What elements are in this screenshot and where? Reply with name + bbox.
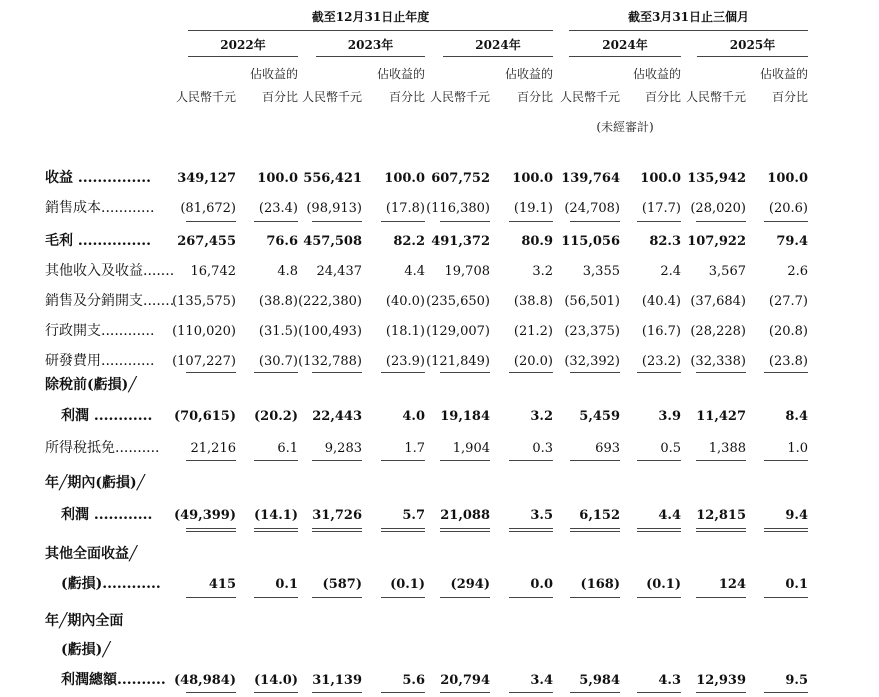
- cell-rule: [764, 528, 808, 529]
- table-cell: 9.4: [785, 508, 808, 523]
- column-pct-header-line1: 佔收益的: [249, 67, 298, 81]
- table-cell: 3.4: [530, 673, 553, 688]
- table-cell: 267,455: [177, 234, 236, 249]
- table-cell: 2.4: [660, 264, 681, 279]
- row-label: 其他收入及收益.......: [45, 263, 175, 279]
- table-cell: 0.5: [660, 441, 681, 456]
- cell-rule-double: [637, 531, 681, 532]
- table-cell: (37,684): [690, 294, 746, 309]
- cell-rule-double: [254, 531, 298, 532]
- table-cell: 3,567: [708, 264, 746, 279]
- table-cell: 20,794: [440, 673, 490, 688]
- column-pct-header-line2: 百分比: [516, 90, 553, 104]
- column-pct-header-line2: 百分比: [644, 90, 681, 104]
- cell-rule: [440, 460, 490, 461]
- table-cell: 80.9: [521, 234, 553, 249]
- cell-rule: [764, 372, 808, 373]
- row-label: 銷售成本............: [45, 200, 155, 216]
- table-cell: 4.3: [658, 673, 681, 688]
- cell-rule: [637, 528, 681, 529]
- table-cell: (168): [580, 577, 620, 592]
- cell-rule: [440, 528, 490, 529]
- cell-rule: [570, 460, 620, 461]
- table-cell: (31.5): [258, 324, 298, 339]
- table-cell: (135,575): [172, 294, 236, 309]
- table-cell: (107,227): [172, 354, 236, 369]
- period-rule-4: [697, 56, 808, 57]
- table-cell: 457,508: [303, 234, 362, 249]
- row-label: 年╱期內全面: [45, 613, 124, 629]
- cell-rule: [764, 460, 808, 461]
- cell-rule: [696, 221, 746, 222]
- table-cell: 12,939: [696, 673, 746, 688]
- table-cell: (98,913): [306, 201, 362, 216]
- period-rule-1: [316, 56, 425, 57]
- table-cell: 82.3: [649, 234, 681, 249]
- table-cell: (23.4): [258, 201, 298, 216]
- row-label: 毛利 ...............: [45, 233, 151, 249]
- table-cell: 11,427: [696, 409, 746, 424]
- period-rule-3: [569, 56, 681, 57]
- cell-rule: [186, 528, 236, 529]
- table-cell: 3,355: [582, 264, 620, 279]
- table-cell: 82.2: [393, 234, 425, 249]
- row-label: 年╱期內(虧損)╱: [45, 475, 146, 491]
- table-cell: 8.4: [785, 409, 808, 424]
- table-cell: 556,421: [303, 171, 362, 186]
- cell-rule: [637, 692, 681, 693]
- column-amount-header: 人民幣千元: [176, 90, 237, 104]
- table-cell: 2.6: [787, 264, 808, 279]
- table-cell: 6.1: [277, 441, 298, 456]
- table-cell: 31,726: [312, 508, 362, 523]
- table-cell: (21.2): [513, 324, 553, 339]
- table-cell: (294): [450, 577, 490, 592]
- table-cell: 1,388: [708, 441, 746, 456]
- row-label: 利潤 ............: [61, 408, 153, 424]
- table-cell: 3.2: [530, 409, 553, 424]
- cell-rule: [312, 692, 362, 693]
- period-header-3: 2024年: [602, 38, 648, 52]
- cell-rule: [381, 597, 425, 598]
- column-amount-header: 人民幣千元: [560, 90, 621, 104]
- cell-rule: [509, 692, 553, 693]
- table-cell: 5.6: [402, 673, 425, 688]
- table-cell: (222,380): [298, 294, 362, 309]
- table-cell: 4.0: [402, 409, 425, 424]
- header-group-quarter-rule: [569, 30, 808, 31]
- table-cell: 9,283: [324, 441, 362, 456]
- cell-rule: [696, 372, 746, 373]
- table-cell: 0.1: [275, 577, 298, 592]
- table-cell: (40.0): [385, 294, 425, 309]
- cell-rule: [696, 528, 746, 529]
- row-label: 研發費用............: [45, 353, 155, 369]
- cell-rule: [570, 692, 620, 693]
- table-cell: (121,849): [426, 354, 490, 369]
- table-cell: 4.4: [404, 264, 425, 279]
- table-cell: 100.0: [767, 171, 808, 186]
- table-cell: (0.1): [390, 577, 425, 592]
- table-cell: (20.2): [254, 409, 298, 424]
- row-label: 所得稅抵免..........: [45, 440, 160, 456]
- cell-rule-double: [381, 531, 425, 532]
- column-pct-header-line1: 佔收益的: [759, 67, 808, 81]
- table-cell: (100,493): [298, 324, 362, 339]
- cell-rule: [637, 597, 681, 598]
- table-cell: 0.0: [530, 577, 553, 592]
- cell-rule: [637, 372, 681, 373]
- cell-rule: [186, 460, 236, 461]
- row-label: 除稅前(虧損)╱: [45, 377, 137, 393]
- table-cell: (28,020): [690, 201, 746, 216]
- cell-rule: [440, 372, 490, 373]
- table-cell: 9.5: [785, 673, 808, 688]
- table-cell: (18.1): [385, 324, 425, 339]
- cell-rule: [509, 221, 553, 222]
- table-cell: 1.0: [787, 441, 808, 456]
- row-label: 利潤 ............: [61, 507, 153, 523]
- table-cell: (17.8): [385, 201, 425, 216]
- table-cell: 21,216: [190, 441, 236, 456]
- table-cell: 139,764: [561, 171, 620, 186]
- table-cell: 124: [718, 577, 746, 592]
- table-cell: 100.0: [512, 171, 553, 186]
- table-cell: 76.6: [266, 234, 298, 249]
- table-cell: (40.4): [641, 294, 681, 309]
- table-cell: 19,708: [444, 264, 490, 279]
- table-cell: (587): [322, 577, 362, 592]
- table-cell: (23.9): [385, 354, 425, 369]
- table-cell: (235,650): [426, 294, 490, 309]
- row-label: 收益 ...............: [45, 170, 151, 186]
- header-group-quarter: 截至3月31日止三個月: [627, 10, 750, 24]
- table-cell: (132,788): [298, 354, 362, 369]
- table-cell: 5.7: [402, 508, 425, 523]
- table-cell: (49,399): [173, 508, 236, 523]
- cell-rule: [254, 528, 298, 529]
- column-amount-header: 人民幣千元: [430, 90, 491, 104]
- table-cell: (48,984): [173, 673, 236, 688]
- row-label: (虧損)............: [61, 576, 161, 592]
- cell-rule: [637, 460, 681, 461]
- row-label: 銷售及分銷開支.......: [45, 293, 175, 309]
- table-cell: (20.8): [768, 324, 808, 339]
- cell-rule-double: [764, 531, 808, 532]
- cell-rule: [312, 528, 362, 529]
- table-cell: 693: [595, 441, 620, 456]
- table-cell: (24,708): [564, 201, 620, 216]
- table-cell: (0.1): [646, 577, 681, 592]
- table-cell: (38.8): [258, 294, 298, 309]
- table-cell: (14.0): [254, 673, 298, 688]
- cell-rule: [440, 597, 490, 598]
- cell-rule: [381, 221, 425, 222]
- table-cell: 135,942: [687, 171, 746, 186]
- cell-rule: [381, 460, 425, 461]
- table-cell: 607,752: [431, 171, 490, 186]
- cell-rule: [254, 460, 298, 461]
- cell-rule: [570, 597, 620, 598]
- period-rule-0: [188, 56, 298, 57]
- table-cell: (28,228): [690, 324, 746, 339]
- table-cell: 1,904: [452, 441, 490, 456]
- period-header-1: 2023年: [347, 38, 394, 52]
- cell-rule-double: [186, 531, 236, 532]
- table-cell: 1.7: [404, 441, 425, 456]
- table-cell: (32,392): [564, 354, 620, 369]
- cell-rule: [509, 528, 553, 529]
- cell-rule: [570, 528, 620, 529]
- table-cell: (56,501): [564, 294, 620, 309]
- unaudited-note: (未經審計): [596, 120, 654, 134]
- table-cell: 16,742: [190, 264, 236, 279]
- cell-rule: [509, 460, 553, 461]
- table-cell: 22,443: [312, 409, 362, 424]
- row-label: 行政開支............: [45, 323, 155, 339]
- table-cell: 24,437: [316, 264, 362, 279]
- table-cell: 19,184: [440, 409, 490, 424]
- cell-rule: [312, 372, 362, 373]
- table-cell: 5,984: [579, 673, 620, 688]
- table-cell: (27.7): [768, 294, 808, 309]
- cell-rule: [254, 372, 298, 373]
- cell-rule: [764, 597, 808, 598]
- cell-rule: [312, 460, 362, 461]
- column-amount-header: 人民幣千元: [302, 90, 363, 104]
- cell-rule: [381, 692, 425, 693]
- period-header-4: 2025年: [729, 38, 776, 52]
- period-header-2: 2024年: [475, 38, 521, 52]
- header-group-years: 截至12月31日止年度: [311, 10, 430, 24]
- column-pct-header-line1: 佔收益的: [376, 67, 425, 81]
- column-pct-header-line2: 百分比: [388, 90, 425, 104]
- table-cell: 349,127: [177, 171, 236, 186]
- table-cell: 3.2: [532, 264, 553, 279]
- cell-rule: [381, 372, 425, 373]
- table-cell: (30.7): [258, 354, 298, 369]
- cell-rule: [570, 221, 620, 222]
- table-cell: (38.8): [513, 294, 553, 309]
- table-cell: (70,615): [173, 409, 236, 424]
- period-header-0: 2022年: [220, 38, 266, 52]
- cell-rule: [696, 460, 746, 461]
- cell-rule: [186, 597, 236, 598]
- cell-rule-double: [312, 531, 362, 532]
- cell-rule: [312, 221, 362, 222]
- table-cell: 4.8: [277, 264, 298, 279]
- cell-rule: [254, 597, 298, 598]
- table-cell: 415: [208, 577, 236, 592]
- table-cell: 21,088: [440, 508, 490, 523]
- table-cell: (20.6): [768, 201, 808, 216]
- table-cell: 79.4: [776, 234, 808, 249]
- cell-rule-double: [570, 531, 620, 532]
- table-cell: (110,020): [172, 324, 236, 339]
- column-pct-header-line1: 佔收益的: [632, 67, 681, 81]
- cell-rule: [764, 221, 808, 222]
- table-cell: 100.0: [257, 171, 298, 186]
- cell-rule: [764, 692, 808, 693]
- table-cell: 107,922: [687, 234, 746, 249]
- period-rule-2: [443, 56, 553, 57]
- cell-rule: [509, 372, 553, 373]
- table-cell: 115,056: [561, 234, 620, 249]
- table-cell: (81,672): [180, 201, 236, 216]
- column-pct-header-line2: 百分比: [261, 90, 298, 104]
- cell-rule: [637, 221, 681, 222]
- table-cell: 491,372: [431, 234, 490, 249]
- column-pct-header-line2: 百分比: [771, 90, 808, 104]
- cell-rule: [509, 597, 553, 598]
- table-cell: (23.2): [641, 354, 681, 369]
- cell-rule-double: [509, 531, 553, 532]
- cell-rule: [381, 528, 425, 529]
- table-cell: (32,338): [690, 354, 746, 369]
- cell-rule: [696, 692, 746, 693]
- column-amount-header: 人民幣千元: [686, 90, 747, 104]
- row-label: 其他全面收益╱: [45, 546, 138, 562]
- table-cell: 100.0: [640, 171, 681, 186]
- cell-rule: [570, 372, 620, 373]
- cell-rule-double: [696, 531, 746, 532]
- table-cell: (23.8): [768, 354, 808, 369]
- table-cell: 100.0: [384, 171, 425, 186]
- table-cell: 5,459: [579, 409, 620, 424]
- header-group-years-rule: [188, 30, 553, 31]
- cell-rule: [186, 372, 236, 373]
- cell-rule: [440, 692, 490, 693]
- table-cell: (129,007): [426, 324, 490, 339]
- table-cell: 31,139: [312, 673, 362, 688]
- column-pct-header-line1: 佔收益的: [504, 67, 553, 81]
- table-cell: (116,380): [426, 201, 490, 216]
- table-cell: 12,815: [696, 508, 746, 523]
- row-label: 利潤總額..........: [61, 672, 166, 688]
- table-cell: (19.1): [513, 201, 553, 216]
- table-cell: 6,152: [579, 508, 620, 523]
- cell-rule-double: [440, 531, 490, 532]
- cell-rule: [186, 692, 236, 693]
- cell-rule: [254, 221, 298, 222]
- row-label: (虧損)╱: [61, 642, 111, 658]
- cell-rule: [254, 692, 298, 693]
- table-cell: 3.5: [530, 508, 553, 523]
- cell-rule: [186, 221, 236, 222]
- table-cell: (23,375): [564, 324, 620, 339]
- table-cell: 4.4: [658, 508, 681, 523]
- table-cell: (20.0): [513, 354, 553, 369]
- table-cell: 0.1: [785, 577, 808, 592]
- table-cell: (17.7): [641, 201, 681, 216]
- cell-rule: [312, 597, 362, 598]
- cell-rule: [440, 221, 490, 222]
- table-cell: (14.1): [254, 508, 298, 523]
- table-cell: 0.3: [532, 441, 553, 456]
- table-cell: 3.9: [658, 409, 681, 424]
- cell-rule: [696, 597, 746, 598]
- table-cell: (16.7): [641, 324, 681, 339]
